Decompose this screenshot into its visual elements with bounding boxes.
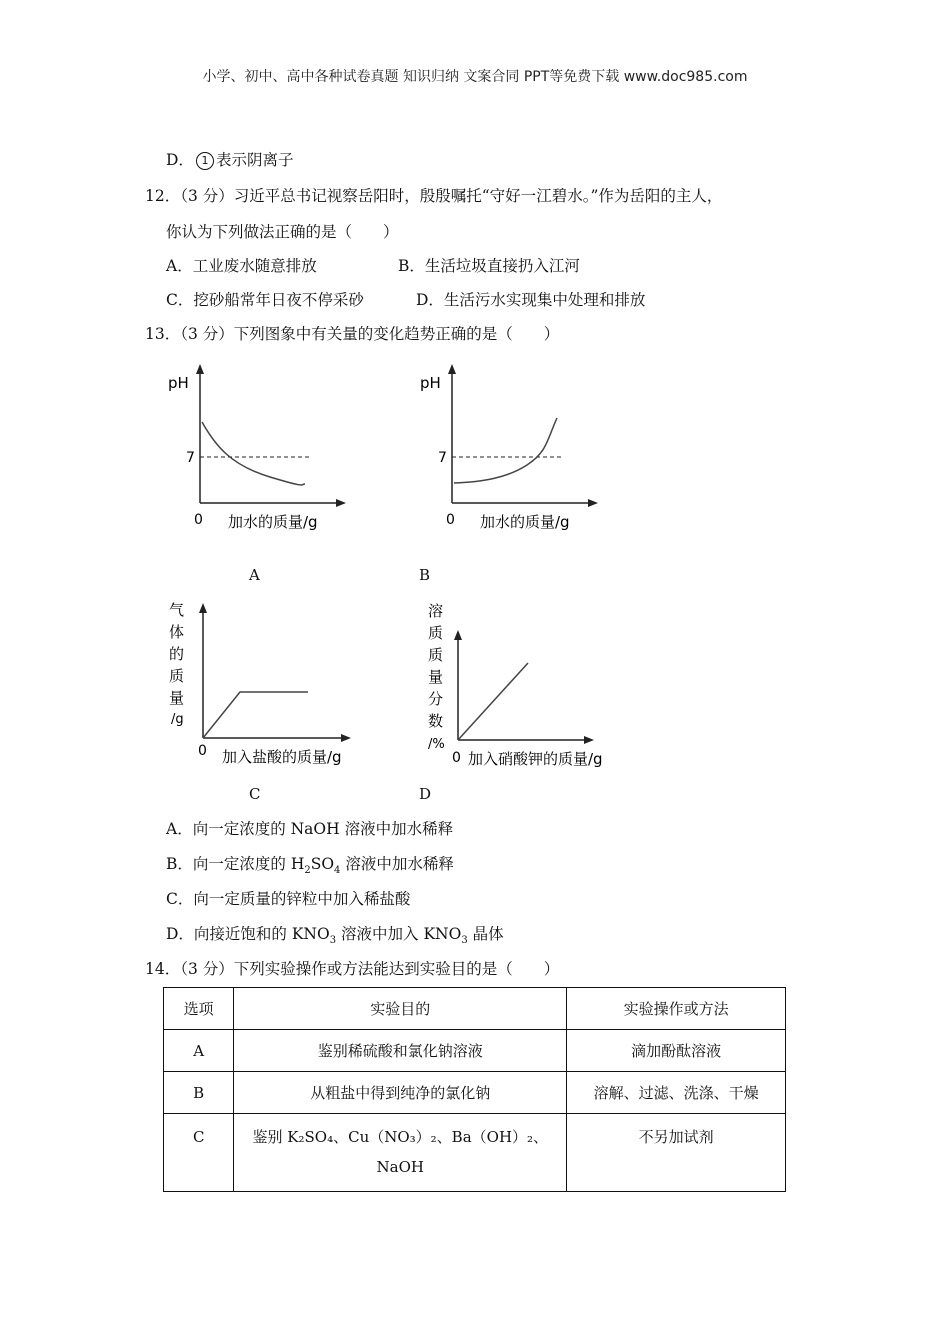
graph-c-caption: C [249, 785, 261, 803]
graph-a-xlabel: 加水的质量/g [228, 513, 318, 531]
graph-d-ylabel-6: 数 [428, 712, 444, 730]
graph-d-ylabel-1: 溶 [428, 602, 444, 620]
q12-stem-line1: 12．（3 分）习近平总书记视察岳阳时，殷殷嘱托“守好一江碧水。”作为岳阳的主人， [145, 187, 723, 205]
graph-b-y-arrow [448, 364, 456, 374]
graph-d-y-arrow [454, 630, 462, 640]
q11-option-d [166, 148, 293, 170]
graph-b-origin: 0 [446, 512, 455, 528]
graph-b-xlabel: 加水的质量/g [480, 513, 570, 531]
row-a-method: 滴加酚酞溶液 [567, 1030, 786, 1072]
q13-stem: 13．（3 分）下列图象中有关量的变化趋势正确的是（ ） [145, 325, 560, 343]
header-method: 实验操作或方法 [567, 988, 786, 1030]
q13-option-b [166, 852, 454, 876]
graph-d [420, 600, 635, 775]
q11-d-text: 表示阴离子 [215, 151, 294, 169]
q13-option-c: C．向一定质量的锌粒中加入稀盐酸 [166, 890, 411, 908]
q13-b-mid: SO [310, 855, 335, 873]
q13-d-post: 晶体 [467, 925, 504, 943]
graph-c-x-arrow [341, 734, 351, 742]
table-header-row [164, 988, 786, 1030]
graph-d-line [458, 663, 528, 740]
graph-d-xlabel: 加入硝酸钾的质量/g [468, 750, 603, 768]
graph-a [160, 360, 360, 540]
q12-option-a: A．工业废水随意排放 [166, 257, 317, 275]
q13-b-sub1: 2 [304, 865, 311, 877]
graph-d-ylabel-3: 质 [428, 646, 444, 664]
graph-b [412, 360, 612, 540]
graph-d-ylabel-7: /% [428, 737, 445, 752]
graph-c-xlabel: 加入盐酸的质量/g [222, 748, 342, 766]
graph-d-ylabel-5: 分 [428, 690, 444, 708]
header-option: 选项 [164, 988, 234, 1030]
graph-c-ylabel-5: 量 [169, 689, 185, 707]
row-c-goal-line2: NaOH [376, 1158, 424, 1176]
graph-c-ylabel-3: 的 [169, 645, 185, 663]
q13-d-pre: D．向接近饱和的 KNO [166, 925, 330, 943]
q13-d-sub2: 3 [461, 935, 468, 947]
graph-a-curve [202, 422, 305, 485]
graph-b-x-arrow [588, 499, 598, 507]
graph-c-line [203, 692, 308, 738]
q12-option-d: D．生活污水实现集中处理和排放 [416, 291, 646, 309]
graph-c-origin: 0 [198, 743, 207, 759]
q13-b-pre: B．向一定浓度的 H [166, 855, 305, 873]
graph-c [160, 595, 370, 775]
page-header: 小学、初中、高中各种试卷真题 知识归纳 文案合同 PPT等免费下载 www.doc985.com [202, 69, 748, 85]
header-goal: 实验目的 [234, 988, 567, 1030]
q13-option-a: A．向一定浓度的 NaOH 溶液中加水稀释 [166, 820, 454, 838]
graph-d-origin: 0 [452, 750, 461, 766]
graph-d-ylabel-2: 质 [428, 624, 444, 642]
q11-d-prefix: D． [166, 151, 194, 169]
row-c-goal [234, 1114, 567, 1192]
graph-c-ylabel-4: 质 [169, 667, 185, 685]
graph-b-curve [454, 418, 557, 483]
q13-b-sub2: 4 [334, 865, 341, 877]
graph-c-ylabel-1: 气 [169, 601, 185, 619]
graph-d-ylabel-4: 量 [428, 668, 444, 686]
row-b-goal: 从粗盐中得到纯净的氯化钠 [234, 1072, 567, 1114]
row-c-option: C [164, 1114, 234, 1192]
row-b-option: B [164, 1072, 234, 1114]
graph-a-ylabel: pH [168, 374, 189, 392]
row-a-option: A [164, 1030, 234, 1072]
graph-b-caption: B [419, 566, 431, 584]
graph-b-ylabel: pH [420, 374, 441, 392]
graph-d-caption: D [419, 785, 432, 803]
graph-a-origin: 0 [194, 512, 203, 528]
graph-d-x-arrow [584, 736, 594, 744]
q13-d-mid: 溶液中加入 KNO [336, 925, 462, 943]
graph-a-ref-label: 7 [186, 450, 195, 466]
graph-c-ylabel-2: 体 [169, 623, 185, 641]
graph-c-y-arrow [199, 603, 207, 613]
q12-stem-line2: 你认为下列做法正确的是（ ） [166, 223, 399, 241]
row-a-goal: 鉴别稀硫酸和氯化钠溶液 [234, 1030, 567, 1072]
row-c-goal-line1: 鉴别 K₂SO₄、Cu（NO₃）₂、Ba（OH）₂、 [252, 1128, 549, 1146]
circled-number: 1 [196, 152, 214, 170]
row-b-method: 溶解、过滤、洗涤、干燥 [567, 1072, 786, 1114]
graph-a-caption: A [249, 566, 260, 584]
q12-option-b: B．生活垃圾直接扔入江河 [398, 257, 580, 275]
graph-a-y-arrow [196, 364, 204, 374]
q14-stem: 14．（3 分）下列实验操作或方法能达到实验目的是（ ） [145, 960, 560, 978]
graph-a-x-arrow [336, 499, 346, 507]
q14-table [163, 987, 786, 1192]
table-row [164, 1030, 786, 1072]
q13-b-post: 溶液中加水稀释 [340, 855, 454, 873]
graph-c-ylabel-6: /g [171, 712, 184, 727]
q13-d-sub1: 3 [329, 935, 337, 947]
table-row [164, 1114, 786, 1192]
table-row [164, 1072, 786, 1114]
q12-option-c: C．挖砂船常年日夜不停采砂 [166, 291, 364, 309]
graph-b-ref-label: 7 [438, 450, 447, 466]
q13-option-d [166, 922, 504, 946]
row-c-method: 不另加试剂 [567, 1114, 786, 1192]
